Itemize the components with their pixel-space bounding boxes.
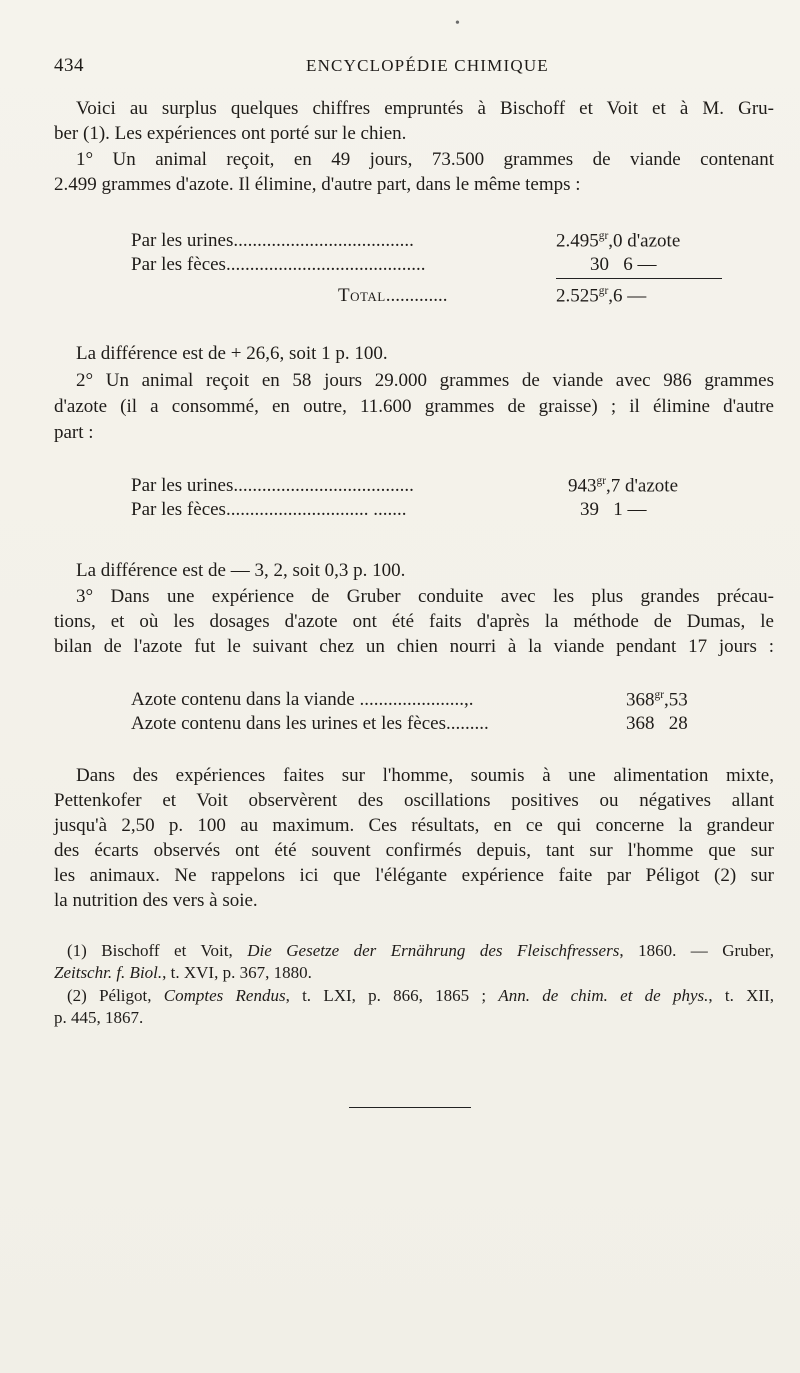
row-dots: ......................,. <box>359 689 474 710</box>
row-label: Par les urines <box>131 475 234 496</box>
fn1-title: Die Gesetze der Ernährung des Fleischfressers <box>247 941 620 960</box>
table1-row-total: Total............. <box>338 285 448 306</box>
table1-row-urines <box>131 230 414 252</box>
row-label: Azote contenu dans les urines et les fèces <box>131 713 446 734</box>
para1-line1: Voici au surplus quelques chiffres empruntés à Bischoff et Voit et à M. Gru- <box>76 98 774 119</box>
case3-line3: bilan de l'azote fut le suivant chez un chien nourri à la viande pendant 17 jours : <box>54 636 774 657</box>
case2-line1: 2° Un animal reçoit en 58 jours 29.000 grammes de viande avec 986 grammes <box>76 370 774 391</box>
difference-2: La différence est de — 3, 2, soit 0,3 p. 100. <box>76 560 406 581</box>
para-end-line5: les animaux. Ne rappelons ici que l'élégante expérience faite par Péligot (2) sur <box>54 865 774 886</box>
table2-value-urines: $943^{gr},7$ d'azote <box>568 475 679 497</box>
case2-line3: part : <box>54 422 94 443</box>
case1-line1: 1° Un animal reçoit, en 49 jours, 73.500 grammes de viande contenant <box>76 149 774 170</box>
para1-line2: ber (1). Les expériences ont porté sur le chien. <box>54 123 407 144</box>
page-number: 434 <box>54 55 84 76</box>
difference-1: La différence est de + 26,6, soit 1 p. 100. <box>76 343 388 364</box>
row-label: Azote contenu dans la viande <box>131 689 355 710</box>
row-dots: ...................................... <box>233 475 414 496</box>
para-end-line4: des écarts observés ont été souvent confirmés depuis, tant sur l'homme que sur <box>54 840 774 861</box>
case3-line2: tions, et où les dosages d'azote ont été faits d'après la méthode de Dumas, le <box>54 611 774 632</box>
para-end-line2: Pettenkofer et Voit observèrent des oscillations positives ou négatives allant <box>54 790 774 811</box>
table3-row-urines-feces <box>131 713 489 735</box>
row-dots: .......................................... <box>225 254 426 275</box>
table3-value-urines-feces: 368 28 <box>626 713 688 734</box>
table1-row-feces <box>131 254 425 276</box>
table1-value-urines: $2.495^{gr},0$ d'azote <box>556 230 681 252</box>
para-end-line1: Dans des expériences faites sur l'homme, soumis à une alimentation mixte, <box>76 765 774 786</box>
total-label: Total <box>338 285 386 306</box>
table2-row-urines <box>131 475 414 497</box>
table3-row-viande <box>131 689 473 711</box>
footnote-1-line2: Zeitschr. f. Biol., t. XVI, p. 367, 1880. <box>54 963 312 982</box>
print-mark: • <box>455 16 460 31</box>
table1-value-total: $2.525^{gr},6$ — <box>556 285 647 307</box>
case3-line1: 3° Dans une expérience de Gruber conduite avec les plus grandes précau- <box>76 586 774 607</box>
row-label: Par les fèces <box>131 499 226 520</box>
row-dots: .............................. ....... <box>225 499 407 520</box>
footnote-1-line1: (1) Bischoff et Voit, Die Gesetze der Ernährung des Fleischfressers, 1860. — Gruber, <box>67 941 774 960</box>
sum-rule <box>556 278 722 279</box>
footnote-2-line1: (2) Péligot, Comptes Rendus, t. LXI, p. 866, 1865 ; Ann. de chim. et de phys., t. XII, <box>67 986 774 1005</box>
case1-line2: 2.499 grammes d'azote. Il élimine, d'autre part, dans le même temps : <box>54 174 581 195</box>
running-title: ENCYCLOPÉDIE CHIMIQUE <box>306 56 549 75</box>
end-rule <box>349 1107 471 1108</box>
case2-line2: d'azote (il a consommé, en outre, 11.600 grammes de graisse) ; il élimine d'autre <box>54 396 774 417</box>
para-end-line6: la nutrition des vers à soie. <box>54 890 258 911</box>
table3-value-viande: $368^{gr},53$ <box>626 689 688 711</box>
row-label: Par les fèces <box>131 254 226 275</box>
para-end-line3: jusqu'à 2,50 p. 100 au maximum. Ces résultats, en ce qui concerne la grandeur <box>54 815 774 836</box>
row-label: Par les urines <box>131 230 234 251</box>
fn1-journal: Zeitschr. f. Biol. <box>54 963 163 982</box>
row-dots: ......... <box>445 713 489 734</box>
fn2-journal-2: Ann. de chim. et de phys. <box>498 986 709 1005</box>
table2-value-feces: 39 1 — <box>580 499 647 520</box>
table2-row-feces <box>131 499 406 521</box>
fn2-journal: Comptes Rendus <box>163 986 286 1005</box>
table1-value-feces: 30 6 — <box>590 254 657 275</box>
footnote-2-line2: p. 445, 1867. <box>54 1008 144 1027</box>
row-dots: ...................................... <box>233 230 414 251</box>
